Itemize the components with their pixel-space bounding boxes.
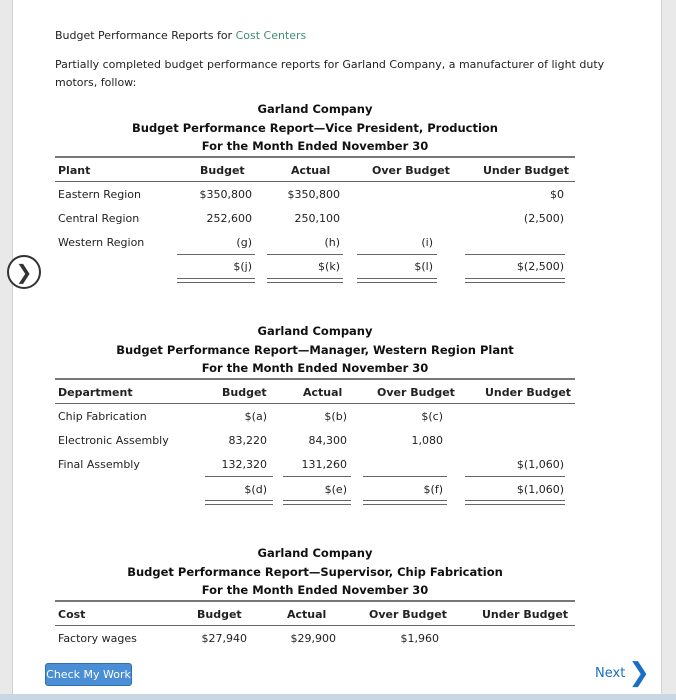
over-subtotal-rule: [363, 476, 447, 477]
report2-title: Budget Performance Report—Manager, Western Region Plant: [116, 343, 514, 357]
actual-subtotal-rule: [283, 476, 351, 477]
actual-value: $350,800: [287, 188, 340, 201]
report3-header-rule: [55, 625, 575, 626]
row-label: Factory wages: [58, 632, 137, 645]
under-budget-value: (2,500): [523, 212, 564, 225]
col-header-over-budget: Over Budget: [377, 386, 455, 399]
chevron-right-icon: ❯: [628, 658, 651, 688]
budget-value: (g): [236, 236, 252, 249]
over-subtotal-rule: [357, 254, 437, 255]
table-row: [55, 236, 575, 256]
actual-total-double-rule: [283, 500, 351, 505]
col-header-plant: Plant: [58, 164, 91, 177]
report1-header-rule: [55, 181, 575, 182]
budget-total-double-rule: [177, 278, 255, 283]
over-budget-value: 1,080: [411, 434, 443, 447]
col-header-under-budget: Under Budget: [485, 386, 572, 399]
col-header-over-budget: Over Budget: [369, 608, 447, 621]
right-scroll-edge[interactable]: [661, 0, 676, 700]
left-frame: [0, 0, 13, 700]
budget-value: $27,940: [201, 632, 247, 645]
row-label: Western Region: [58, 236, 145, 249]
expand-arrow-icon[interactable]: ❯: [7, 255, 41, 289]
under-total-double-rule: [465, 278, 565, 283]
budget-subtotal-rule: [177, 254, 255, 255]
col-header-actual: Actual: [287, 608, 327, 621]
page-heading: [55, 29, 306, 42]
table-row: [55, 458, 575, 478]
budget-value: 132,320: [221, 458, 267, 471]
row-label: Central Region: [58, 212, 140, 225]
actual-value: $(b): [324, 410, 347, 423]
row-label: Eastern Region: [58, 188, 141, 201]
row-label: Chip Fabrication: [58, 410, 147, 423]
next-button[interactable]: [595, 658, 651, 688]
over-budget-total: $(l): [414, 260, 433, 273]
table-row: [55, 212, 575, 232]
col-header-over-budget: Over Budget: [372, 164, 450, 177]
report1-period: For the Month Ended November 30: [201, 139, 429, 153]
heading-text: Budget Performance Reports for: [55, 29, 236, 42]
bottom-bar: [0, 694, 676, 700]
row-label: Electronic Assembly: [58, 434, 169, 447]
budget-value: $350,800: [199, 188, 252, 201]
actual-value: (h): [324, 236, 340, 249]
actual-total-double-rule: [267, 278, 343, 283]
col-header-actual: Actual: [291, 164, 331, 177]
under-total-double-rule: [465, 500, 565, 505]
over-budget-total: $(f): [423, 483, 443, 496]
table-row: [55, 434, 575, 454]
under-budget-total: $(1,060): [516, 483, 564, 496]
col-header-actual: Actual: [303, 386, 343, 399]
under-budget-value: $(1,060): [516, 458, 564, 471]
intro-text: Partially completed budget performance reports for Garland Company, a manufacturer of light duty motors, follow:: [55, 58, 605, 89]
actual-total: $(e): [324, 483, 347, 496]
check-my-work-button[interactable]: Check My Work: [45, 663, 132, 686]
col-header-department: Department: [58, 386, 133, 399]
table-row: [55, 410, 575, 430]
budget-value: $(a): [244, 410, 267, 423]
under-subtotal-rule: [465, 254, 565, 255]
over-total-double-rule: [357, 278, 437, 283]
under-subtotal-rule: [465, 476, 565, 477]
col-header-budget: Budget: [197, 608, 242, 621]
actual-total: $(k): [318, 260, 340, 273]
report1-title: Budget Performance Report—Vice President, Production: [132, 121, 498, 135]
report2-company: Garland Company: [257, 324, 373, 338]
report3-company: Garland Company: [257, 546, 373, 560]
table-row: [55, 632, 575, 652]
actual-value: 84,300: [308, 434, 347, 447]
budget-total-double-rule: [205, 500, 273, 505]
report2-top-rule: [55, 378, 575, 380]
budget-total: $(d): [244, 483, 267, 496]
col-header-under-budget: Under Budget: [482, 608, 569, 621]
next-label: Next: [595, 665, 626, 681]
over-budget-value: $(c): [421, 410, 443, 423]
report3-title: Budget Performance Report—Supervisor, Chip Fabrication: [127, 565, 503, 579]
totals-row: [55, 260, 575, 280]
over-budget-value: (i): [421, 236, 433, 249]
col-header-under-budget: Under Budget: [483, 164, 570, 177]
col-header-cost: Cost: [58, 608, 86, 621]
report1-company: Garland Company: [257, 102, 373, 116]
over-total-double-rule: [363, 500, 447, 505]
table-row: [55, 188, 575, 208]
report2-header-rule: [55, 403, 575, 404]
report2-period: For the Month Ended November 30: [201, 361, 429, 375]
budget-total: $(j): [233, 260, 252, 273]
col-header-budget: Budget: [222, 386, 267, 399]
report1-top-rule: [55, 156, 575, 158]
budget-value: 252,600: [206, 212, 252, 225]
actual-value: 250,100: [294, 212, 340, 225]
under-budget-total: $(2,500): [516, 260, 564, 273]
under-budget-value: $0: [550, 188, 564, 201]
budget-value: 83,220: [228, 434, 267, 447]
report3-top-rule: [55, 600, 575, 602]
row-label: Final Assembly: [58, 458, 140, 471]
budget-subtotal-rule: [205, 476, 273, 477]
actual-value: $29,900: [290, 632, 336, 645]
actual-subtotal-rule: [267, 254, 343, 255]
report3-period: For the Month Ended November 30: [201, 583, 429, 597]
actual-value: 131,260: [301, 458, 347, 471]
over-budget-value: $1,960: [400, 632, 439, 645]
col-header-budget: Budget: [200, 164, 245, 177]
cost-centers-link[interactable]: Cost Centers: [235, 29, 307, 42]
